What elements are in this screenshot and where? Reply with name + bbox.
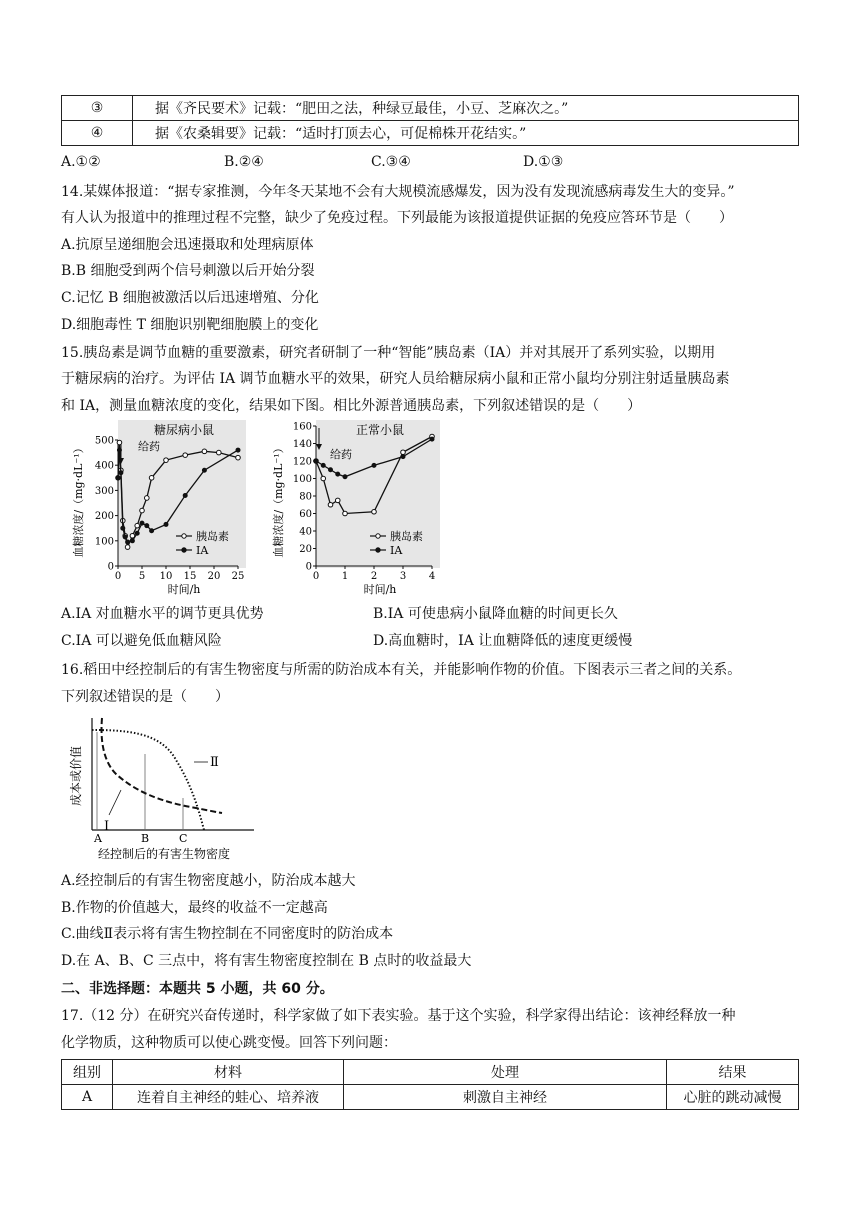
data-point bbox=[145, 496, 150, 501]
y-tick-label: 80 bbox=[299, 491, 312, 503]
data-point bbox=[372, 509, 377, 514]
section-heading: 二、非选择题：本题共 5 小题，共 60 分。 bbox=[61, 981, 334, 997]
data-point bbox=[183, 453, 188, 458]
q15-stem-line3: 和 IA，测量血糖浓度的变化，结果如下图。相比外源普通胰岛素，下列叙述错误的是（ ） bbox=[61, 398, 642, 414]
data-point bbox=[401, 450, 406, 455]
point-a: A bbox=[94, 832, 102, 845]
legend-marker bbox=[376, 534, 380, 538]
y-tick-label: 500 bbox=[94, 435, 114, 447]
y-tick-label: 60 bbox=[299, 509, 312, 520]
y-tick-label: 40 bbox=[299, 526, 312, 538]
header-treatment: 处理 bbox=[344, 1060, 667, 1085]
data-point bbox=[217, 450, 222, 455]
q16-option-d[interactable]: D.在 A、B、C 三点中，将有害生物密度控制在 B 点时的收益最大 bbox=[61, 953, 472, 969]
data-point bbox=[328, 502, 333, 507]
legend-marker bbox=[182, 548, 186, 552]
q17-stem-line1: 17.（12 分）在研究兴奋传递时，科学家做了如下表实验。基于这个实验，科学家得出结论：该神经释放一种 bbox=[61, 1008, 736, 1024]
chart-title: 正常小鼠 bbox=[355, 423, 405, 437]
y-tick-label: 140 bbox=[292, 439, 312, 450]
q17-stem-line2: 化学物质，这种物质可以使心跳变慢。回答下列问题： bbox=[61, 1035, 397, 1051]
row-text: 据《农桑辑要》记载：“适时打顶去心，可促棉株开花结实。” bbox=[133, 121, 799, 146]
point-b: B bbox=[141, 832, 150, 845]
row-number: ③ bbox=[62, 96, 133, 121]
x-tick-label: 5 bbox=[138, 571, 146, 582]
data-point bbox=[335, 498, 340, 503]
data-point bbox=[321, 463, 325, 467]
data-point bbox=[117, 448, 121, 452]
curve-label-i: Ⅰ bbox=[104, 819, 110, 834]
data-point bbox=[145, 524, 149, 528]
q15-option-d[interactable]: D.高血糖时，IA 让血糖降低的速度更缓慢 bbox=[373, 633, 633, 649]
x-tick-label: 2 bbox=[370, 571, 378, 582]
x-tick-label: 0 bbox=[312, 571, 320, 582]
point-c: C bbox=[179, 832, 188, 845]
curve-label-ii: Ⅱ bbox=[210, 755, 219, 770]
data-point bbox=[140, 508, 145, 513]
option-a[interactable]: A.①② bbox=[61, 154, 101, 170]
data-point bbox=[430, 437, 434, 441]
data-point bbox=[401, 455, 405, 459]
dose-annotation: 给药 bbox=[330, 448, 352, 461]
data-point bbox=[119, 471, 123, 475]
cell-treatment: 刺激自主神经 bbox=[344, 1085, 667, 1110]
data-point bbox=[164, 522, 168, 526]
option-c[interactable]: C.③④ bbox=[371, 154, 411, 170]
x-tick-label: 25 bbox=[231, 571, 245, 582]
data-point bbox=[135, 523, 140, 528]
data-point bbox=[121, 526, 125, 530]
data-point bbox=[236, 448, 240, 452]
chart-diabetic-mice bbox=[66, 420, 246, 598]
q14-stem-line1: 14.某媒体报道：“据专家推测，今年冬天某地不会有大规模流感爆发，因为没有发现流感病毒发生大的变异。” bbox=[61, 184, 735, 200]
data-point bbox=[183, 493, 187, 497]
data-point bbox=[123, 535, 127, 539]
x-axis-label: 经控制后的有害生物密度 bbox=[97, 847, 231, 861]
q15-option-c[interactable]: C.IA 可以避免低血糖风险 bbox=[61, 633, 222, 649]
row-number: ④ bbox=[62, 121, 133, 146]
x-tick-label: 1 bbox=[341, 571, 349, 582]
y-tick-label: 200 bbox=[94, 511, 114, 523]
cell-result: 心脏的跳动减慢 bbox=[667, 1085, 799, 1110]
option-d[interactable]: D.①③ bbox=[523, 154, 564, 170]
q16-stem-line1: 16.稻田中经控制后的有害生物密度与所需的防治成本有关，并能影响作物的价值。下图表示三者之间的关系。 bbox=[61, 662, 742, 678]
row-text: 据《齐民要术》记载：“肥田之法，种绿豆最佳，小豆、芝麻次之。” bbox=[133, 96, 799, 121]
top-table bbox=[61, 95, 799, 146]
x-tick-label: 3 bbox=[399, 571, 407, 582]
y-tick-label: 100 bbox=[292, 474, 312, 485]
x-tick-label: 0 bbox=[114, 571, 122, 582]
data-point bbox=[164, 458, 169, 463]
legend-marker bbox=[376, 548, 380, 552]
y-axis-label: 血糖浓度/（mg·dL⁻¹） bbox=[72, 442, 85, 558]
x-tick-label: 15 bbox=[183, 571, 197, 582]
data-point bbox=[150, 529, 154, 533]
q17-table bbox=[61, 1059, 799, 1110]
data-point bbox=[314, 459, 318, 463]
data-point bbox=[336, 472, 340, 476]
x-tick-label: 20 bbox=[207, 571, 221, 582]
header-group: 组别 bbox=[62, 1060, 113, 1085]
header-result: 结果 bbox=[667, 1060, 799, 1085]
q16-option-a[interactable]: A.经控制后的有害生物密度越小，防治成本越大 bbox=[61, 873, 356, 889]
q14-option-b[interactable]: B.B 细胞受到两个信号刺激以后开始分裂 bbox=[61, 263, 315, 279]
data-point bbox=[202, 468, 206, 472]
data-point bbox=[117, 440, 122, 445]
q15-option-b[interactable]: B.IA 可使患病小鼠降血糖的时间更长久 bbox=[373, 606, 618, 622]
q16-option-b[interactable]: B.作物的价值越大，最终的收益不一定越高 bbox=[61, 900, 328, 916]
table-row bbox=[62, 121, 799, 146]
q14-option-a[interactable]: A.抗原呈递细胞会迅速摄取和处理病原体 bbox=[61, 237, 314, 253]
y-tick-label: 400 bbox=[94, 460, 114, 472]
q16-stem-line2: 下列叙述错误的是（ ） bbox=[61, 689, 229, 705]
q16-option-c[interactable]: C.曲线Ⅱ表示将有害生物控制在不同密度时的防治成本 bbox=[61, 926, 394, 942]
chart-title: 糖尿病小鼠 bbox=[153, 423, 215, 437]
x-axis-label: 时间/h bbox=[363, 583, 397, 596]
legend-label: 胰岛素 bbox=[196, 530, 229, 543]
data-point bbox=[236, 455, 241, 460]
y-tick-label: 100 bbox=[94, 536, 114, 548]
data-point bbox=[140, 521, 144, 525]
q16-figure bbox=[66, 712, 266, 864]
data-point bbox=[202, 449, 207, 454]
x-tick-label: 4 bbox=[428, 571, 436, 582]
data-point bbox=[126, 540, 130, 544]
header-material: 材料 bbox=[113, 1060, 344, 1085]
y-tick-label: 300 bbox=[94, 485, 114, 497]
q14-option-d[interactable]: D.细胞毒性 T 细胞识别靶细胞膜上的变化 bbox=[61, 317, 319, 333]
cell-group: A bbox=[62, 1085, 113, 1110]
table-header-row bbox=[62, 1060, 799, 1085]
q14-stem-line2: 有人认为报道中的推理过程不完整，缺少了免疫过程。下列最能为该报道提供证据的免疫应答环节是（ ） bbox=[61, 210, 733, 226]
q13-options bbox=[61, 154, 801, 174]
y-tick-label: 160 bbox=[292, 421, 312, 433]
data-point bbox=[125, 545, 130, 550]
legend-marker bbox=[182, 534, 186, 538]
legend-label: IA bbox=[390, 544, 403, 557]
q15-stem-line1: 15.胰岛素是调节血糖的重要激素，研究者研制了一种“智能”胰岛素（IA）并对其展开了系列实验，以期用 bbox=[61, 345, 716, 361]
data-point bbox=[149, 476, 154, 481]
table-row bbox=[62, 96, 799, 121]
data-point bbox=[329, 468, 333, 472]
data-point bbox=[372, 463, 376, 467]
legend-label: 胰岛素 bbox=[390, 530, 423, 543]
y-tick-label: 0 bbox=[305, 561, 312, 573]
y-tick-label: 0 bbox=[107, 561, 114, 573]
data-point bbox=[116, 476, 120, 480]
q14-option-c[interactable]: C.记忆 B 细胞被激活以后迅速增殖、分化 bbox=[61, 290, 319, 306]
q15-option-a[interactable]: A.IA 对血糖水平的调节更具优势 bbox=[61, 606, 264, 622]
y-tick-label: 120 bbox=[292, 456, 312, 468]
y-axis-label: 成本或价值 bbox=[69, 745, 83, 807]
chart-normal-mice bbox=[268, 420, 440, 598]
option-b[interactable]: B.②④ bbox=[224, 154, 264, 170]
data-point bbox=[343, 475, 347, 479]
data-point bbox=[343, 511, 348, 516]
x-tick-label: 10 bbox=[159, 571, 173, 582]
y-tick-label: 20 bbox=[299, 544, 312, 555]
q15-stem-line2: 于糖尿病的治疗。为评估 IA 调节血糖水平的效果，研究人员给糖尿病小鼠和正常小鼠均分别注射适量胰岛素 bbox=[61, 371, 730, 387]
y-axis-label: 血糖浓度/（mg·dL⁻¹） bbox=[272, 442, 285, 558]
legend-label: IA bbox=[196, 544, 209, 557]
x-axis-label: 时间/h bbox=[167, 583, 201, 596]
cell-material: 连着自主神经的蛙心、培养液 bbox=[113, 1085, 344, 1110]
data-point bbox=[321, 476, 326, 481]
table-row bbox=[62, 1085, 799, 1110]
dose-annotation: 给药 bbox=[138, 440, 160, 453]
data-point bbox=[130, 539, 134, 543]
data-point bbox=[135, 531, 139, 535]
